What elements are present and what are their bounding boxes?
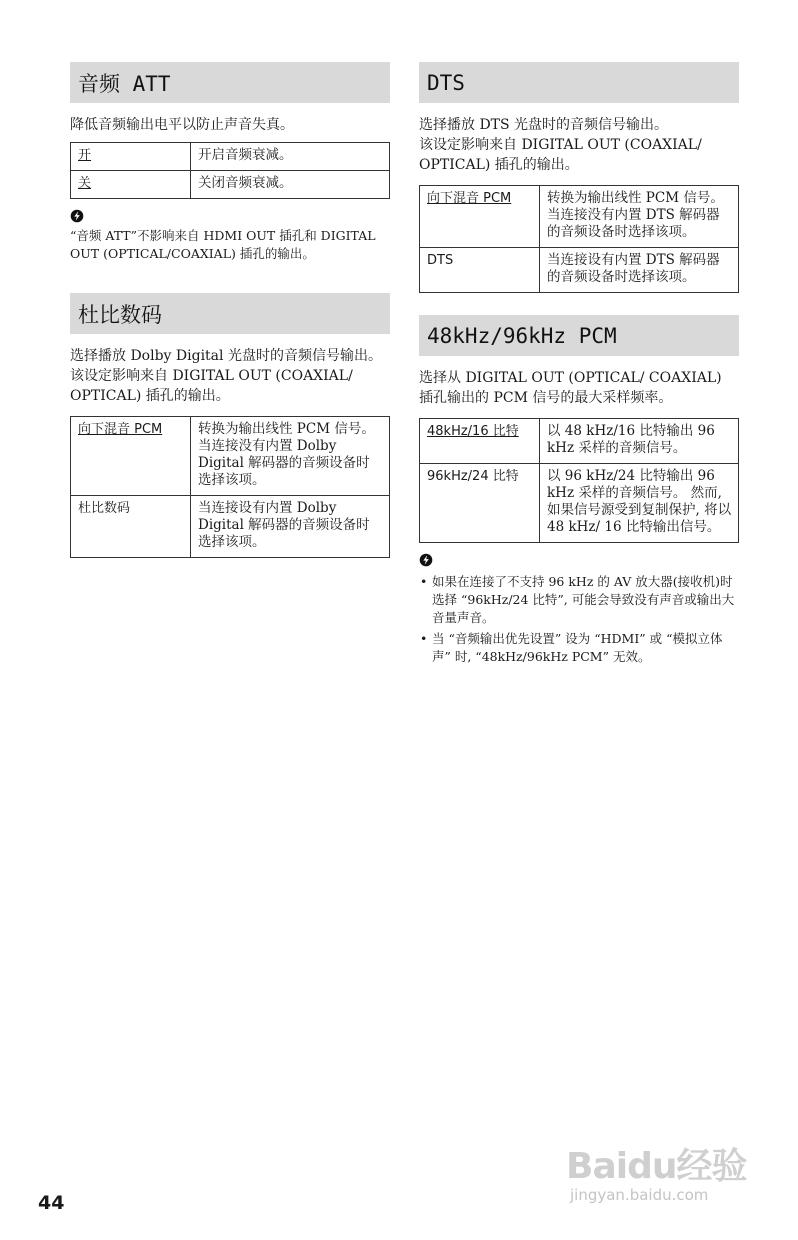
- table-row: [71, 417, 390, 496]
- option-value: 转换为输出线性 PCM 信号。 当连接没有内置 Dolby Digital 解码器的音频设备时选择该项。: [191, 417, 390, 496]
- dolby-description-2: 该设定影响来自 DIGITAL OUT (COAXIAL/ OPTICAL) 插孔的输出。: [70, 368, 353, 404]
- tip-icon: [70, 209, 84, 223]
- option-key: 96kHz/24 比特: [420, 464, 540, 543]
- option-value: 当连接设有内置 DTS 解码器的音频设备时选择该项。: [540, 248, 739, 293]
- option-key: 关: [71, 171, 191, 199]
- option-value: 以 96 kHz/24 比特输出 96 kHz 采样的音频信号。 然而, 如果信号源受到复制保护, 将以 48 kHz/ 16 比特输出信号。: [540, 464, 739, 543]
- section-heading-dts: DTS: [419, 62, 739, 103]
- watermark-url: jingyan.baidu.com: [570, 1186, 709, 1204]
- tip-icon: [419, 553, 433, 567]
- att-options-table: [70, 142, 390, 199]
- table-row: [71, 496, 390, 558]
- option-key: 向下混音 PCM: [420, 186, 540, 248]
- list-item: • 如果在连接了不支持 96 kHz 的 AV 放大器(接收机)时选择 “96kHz/24 比特”, 可能会导致没有声音或输出大音量声音。: [419, 573, 739, 627]
- dts-description-2: 该设定影响来自 DIGITAL OUT (COAXIAL/ OPTICAL) 插孔的输出。: [419, 137, 702, 173]
- watermark: [566, 1118, 756, 1210]
- pcm-options-table: [419, 418, 739, 543]
- option-key: DTS: [420, 248, 540, 293]
- option-key: 向下混音 PCM: [71, 417, 191, 496]
- table-row: [420, 248, 739, 293]
- watermark-logo: Baidu经验: [566, 1146, 747, 1187]
- dolby-description-1: 选择播放 Dolby Digital 光盘时的音频信号输出。: [70, 348, 382, 364]
- table-row: [420, 464, 739, 543]
- section-heading-att: 音频 ATT: [70, 62, 390, 103]
- att-note: “音频 ATT”不影响来自 HDMI OUT 插孔和 DIGITAL OUT (OPTICAL/COAXIAL) 插孔的输出。: [70, 228, 376, 261]
- option-key: 开: [71, 143, 191, 171]
- option-value: 当连接设有内置 Dolby Digital 解码器的音频设备时选择该项。: [191, 496, 390, 558]
- table-row: [71, 171, 390, 199]
- page-number: 44: [38, 1192, 65, 1214]
- left-column: [70, 62, 390, 558]
- section-heading-pcm: 48kHz/96kHz PCM: [419, 315, 739, 356]
- pcm-notes-list: [419, 573, 739, 666]
- dolby-options-table: [70, 416, 390, 558]
- table-row: [420, 419, 739, 464]
- option-value: 转换为输出线性 PCM 信号。 当连接没有内置 DTS 解码器的音频设备时选择该项。: [540, 186, 739, 248]
- option-value: 以 48 kHz/16 比特输出 96 kHz 采样的音频信号。: [540, 419, 739, 464]
- option-value: 开启音频衰减。: [191, 143, 390, 171]
- section-heading-dolby: 杜比数码: [70, 293, 390, 334]
- option-value: 关闭音频衰减。: [191, 171, 390, 199]
- pcm-description: 选择从 DIGITAL OUT (OPTICAL/ COAXIAL) 插孔输出的 PCM 信号的最大采样频率。: [419, 370, 722, 406]
- table-row: [71, 143, 390, 171]
- table-row: [420, 186, 739, 248]
- right-column: [419, 62, 739, 669]
- dts-description-1: 选择播放 DTS 光盘时的音频信号输出。: [419, 117, 669, 133]
- list-item: • 当 “音频输出优先设置” 设为 “HDMI” 或 “模拟立体声” 时, “48kHz/96kHz PCM” 无效。: [419, 630, 739, 666]
- att-description: 降低音频输出电平以防止声音失真。: [70, 117, 294, 133]
- dts-options-table: [419, 185, 739, 293]
- option-key: 杜比数码: [71, 496, 191, 558]
- option-key: 48kHz/16 比特: [420, 419, 540, 464]
